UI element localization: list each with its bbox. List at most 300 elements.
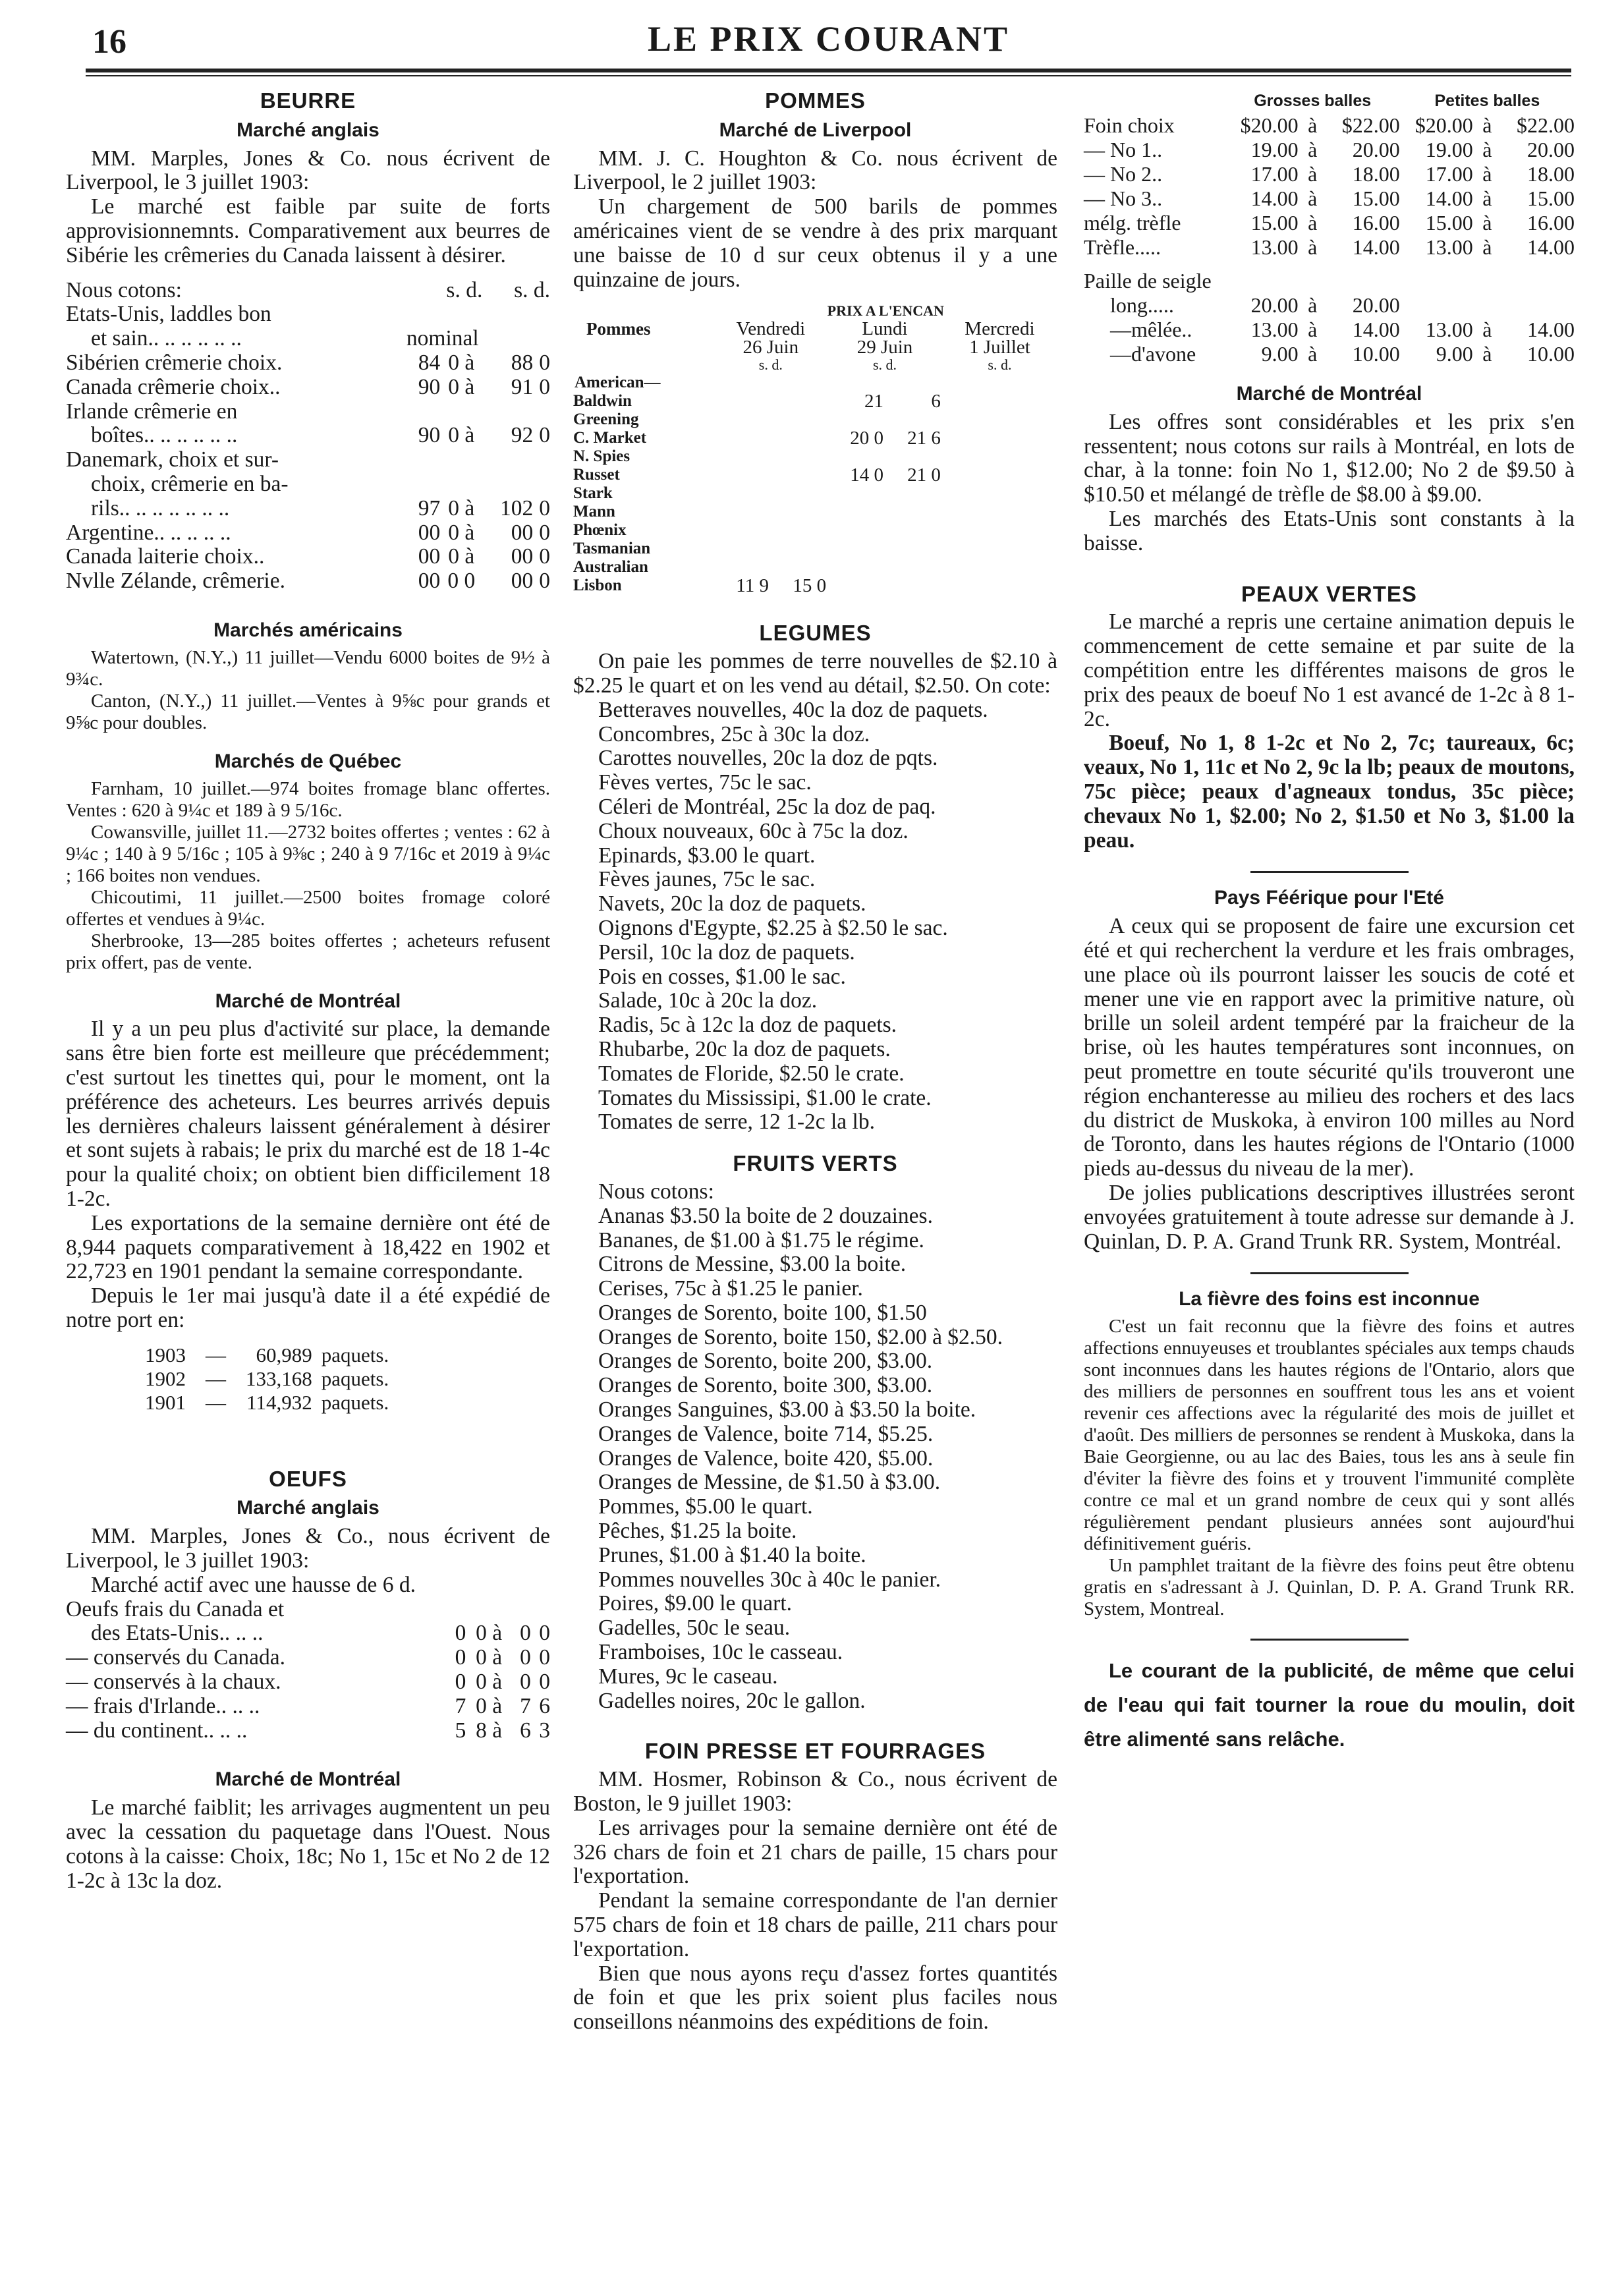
row-value (827, 374, 885, 392)
table-row (1084, 293, 1575, 318)
a-word: à (1482, 113, 1492, 137)
foin-montreal-p2: Les marchés des Etats-Unis sont constants à la baisse. (1084, 506, 1575, 555)
row-value (885, 484, 942, 503)
pommes-auction-table (573, 302, 1057, 595)
year-unit: paquets. (321, 1366, 389, 1390)
row-label: Phœnix (573, 521, 627, 540)
row-value (942, 558, 1000, 577)
divider (1250, 1639, 1409, 1641)
row-label: mélg. trèfle (1084, 211, 1181, 235)
row-value: 0 (539, 1621, 550, 1646)
row-value (942, 484, 1000, 503)
row-value (770, 392, 827, 410)
row-value: 6 (539, 1693, 550, 1718)
section-title-legumes: LEGUMES (759, 621, 872, 646)
list-item: Tomates de serre, 12 1-2c la lb. (598, 1110, 875, 1135)
us-market-canton: Canton, (N.Y.,) 11 juillet.—Ventes à 9⅝c pour grands et 9⅝c pour doubles. (66, 690, 550, 733)
table-header-unit: s. d. (514, 277, 550, 302)
row-value (770, 484, 827, 503)
date-header: 29 Juin (856, 337, 913, 358)
list-item: Fèves vertes, 75c le sac. (598, 770, 812, 795)
list-item: Gadelles noires, 20c le gallon. (598, 1688, 866, 1713)
a-word: à (1308, 138, 1318, 161)
quebec-farnham: Farnham, 10 juillet.—974 boites fromage blanc offertes. Ventes : 620 à 9¼c et 189 à 9 5/16c. (66, 777, 550, 821)
table-header-unit: s. d. (446, 277, 483, 302)
price-value: 14.00 (1527, 235, 1575, 259)
row-value (714, 466, 770, 484)
a-word: à (1308, 113, 1318, 137)
paille-title: Paille de seigle (1084, 269, 1212, 293)
a-word: à (1308, 186, 1318, 210)
row-label: Australian (573, 558, 648, 577)
row-value: 20 0 (850, 428, 883, 449)
row-value (885, 410, 942, 429)
list-item: Rhubarbe, 20c la doz de paquets. (598, 1036, 891, 1061)
row-value: 0 (539, 495, 550, 521)
list-item: Salade, 10c à 20c la doz. (598, 988, 818, 1013)
header-rule-thin (86, 75, 1571, 76)
table-row (66, 1598, 550, 1622)
row-value (770, 503, 827, 521)
list-item: Pois en cosses, $1.00 le sac. (598, 964, 846, 989)
price-value: 20.00 (1352, 293, 1400, 317)
row-value (885, 558, 942, 577)
publication-title: LE PRIX COURANT (647, 19, 1010, 59)
table-row (1084, 342, 1575, 366)
row-value: 0 (520, 1621, 531, 1646)
row-value (770, 447, 827, 466)
row-value: 90 (418, 423, 441, 448)
table-row (573, 410, 1057, 429)
price-value: 20.00 (1352, 138, 1400, 161)
table-row: 1901 — 114,932 paquets. (145, 1390, 389, 1414)
beurre-intro: MM. Marples, Jones & Co. nous écrivent de Liverpool, le 3 juillet 1903: (66, 146, 550, 195)
hay-price-table (1084, 89, 1575, 366)
peaux-p2: Boeuf, No 1, 8 1-2c et No 2, 7c; taureaux, 6c; veaux, No 1, 11c et No 2, 9c la lb; peaux de moutons, 75c pièce; peaux d'agneaux tondus, 35c pièce; chevaux No 1, $2.00; No 2, $1.50 et No 3, $1.00 la peau. (1084, 731, 1575, 853)
price-value: 14.00 (1352, 318, 1400, 341)
row-value: 92 (511, 423, 534, 448)
list-item: Oignons d'Egypte, $2.25 à $2.50 le sac. (598, 915, 948, 940)
article-title-pays: Pays Féérique pour l'Eté (1214, 887, 1444, 909)
row-label: boîtes.. .. .. .. .. .. (91, 423, 238, 448)
table-row (66, 1621, 550, 1646)
price-value: 19.00 (1250, 138, 1299, 161)
row-label: —mêlée.. (1110, 318, 1192, 341)
foin-intro: MM. Hosmer, Robinson & Co., nous écrivent de Boston, le 9 juillet 1903: (573, 1767, 1057, 1816)
row-value: 21 (864, 391, 883, 412)
price-value (1400, 293, 1473, 318)
price-value: 13.00 (1250, 235, 1299, 259)
table-row (66, 448, 550, 472)
list-item: Carottes nouvelles, 20c la doz de pqts. (598, 746, 938, 771)
row-label: des Etats-Unis.. .. .. (91, 1621, 264, 1646)
row-value (827, 577, 885, 595)
price-value: 9.00 (1261, 342, 1299, 366)
table-row (66, 472, 550, 497)
beurre-price-table (66, 279, 550, 594)
row-label: N. Spies (573, 447, 630, 466)
row-value (885, 540, 942, 558)
row-value (999, 521, 1057, 540)
table-row (573, 484, 1057, 503)
row-label: Russet (573, 466, 620, 484)
row-value (942, 429, 1000, 447)
montreal-since-may: Depuis le 1er mai jusqu'à date il a été expédié de notre port en: (66, 1283, 550, 1332)
row-label: Lisbon (573, 577, 622, 595)
list-item: Oranges de Sorento, boite 100, $1.50 (598, 1300, 927, 1325)
section-title-pommes: POMMES (765, 88, 866, 113)
year-value: 114,932 (246, 1390, 312, 1414)
table-row (66, 351, 550, 376)
row-value: 91 (511, 374, 534, 399)
row-value: 0 (539, 374, 550, 399)
row-value: 8 à (476, 1718, 503, 1743)
a-word: à (1482, 186, 1492, 210)
row-value: 00 (418, 544, 441, 569)
list-item: Navets, 20c la doz de paquets. (598, 891, 866, 916)
foin-p2: Pendant la semaine correspondante de l'an dernier 575 chars de foin et 18 chars de paille, 211 chars pour l'exportation. (573, 1888, 1057, 1961)
unit-header: s. d. (988, 356, 1012, 374)
a-word: à (1482, 318, 1492, 341)
list-item: Citrons de Messine, $3.00 la boite. (598, 1252, 907, 1277)
list-item: Oranges de Valence, boite 420, $5.00. (598, 1446, 934, 1471)
row-value (827, 521, 885, 540)
table-row (573, 521, 1057, 540)
row-value (714, 484, 770, 503)
row-value: 0 (520, 1645, 531, 1670)
table-row (573, 429, 1057, 447)
list-item: Mures, 9c le caseau. (598, 1664, 778, 1689)
list-item: Epinards, $3.00 le quart. (598, 843, 816, 868)
row-label: — conservés à la chaux. (66, 1670, 281, 1695)
row-value (714, 447, 770, 466)
fievre-p1: C'est un fait reconnu que la fièvre des foins et autres affections ennuyeuses et troublantes spéciales aux temps chauds sont inconnues dans les hautes régions de l'Ontario, alors que des milliers de personnes en souffrent tous les ans et voient revenir ces affections avec la régularité des mois de juillet et d'août. Des milliers de personnes se rendent à Muskoka, dans la Baie Georgienne, ou au lac des Baies, tous les ans à seule fin d'éviter la fièvre des foins et y trouvent l'immunité complète contre ce mal et un grand nombre de ceux qui y sont allés régulièrement pendant plusieurs années sont aujourd'hui définitivement guéris. (1084, 1316, 1575, 1555)
table-title-row (573, 302, 1057, 320)
list-item: Pommes, $5.00 le quart. (598, 1494, 813, 1519)
table-row: 1902 — 133,168 paquets. (145, 1366, 389, 1390)
row-value: 00 (418, 520, 441, 545)
row-value (827, 410, 885, 429)
table-row (1084, 211, 1575, 235)
row-value (999, 577, 1057, 595)
row-label: C. Market (573, 429, 647, 447)
price-value: 10.00 (1352, 342, 1400, 366)
price-value: 19.00 (1425, 138, 1473, 161)
row-value: 90 (418, 374, 441, 399)
section-title-oeufs: OEUFS (269, 1466, 347, 1491)
year-value: 133,168 (246, 1366, 312, 1390)
price-value: 17.00 (1425, 162, 1473, 186)
row-value: 0 (455, 1670, 466, 1695)
a-word: à (1308, 235, 1318, 259)
a-word: à (1308, 318, 1318, 341)
publicite-note: Le courant de la publicité, de même que celui de l'eau qui fait tourner la roue du moulin, doit être alimenté sans relâche. (1084, 1659, 1575, 1751)
table-header-row (66, 279, 550, 303)
subsection-marche-montreal: Marché de Montréal (215, 990, 401, 1012)
row-value (770, 466, 827, 484)
row-value (885, 577, 942, 595)
row-label: Irlande crêmerie en (66, 399, 238, 424)
price-value: 13.00 (1425, 235, 1473, 259)
list-item: Oranges de Sorento, boite 200, $3.00. (598, 1349, 933, 1374)
row-value: 21 0 (907, 464, 941, 486)
day-header: Lundi (862, 318, 908, 340)
table-header-row (1084, 89, 1575, 113)
table-row (66, 569, 550, 594)
section-title-fruits: FRUITS VERTS (733, 1151, 898, 1176)
table-row (66, 1719, 550, 1743)
pays-p1: A ceux qui se proposent de faire une excursion cet été et qui recherchent la verdure et les frais ombrages, une place où ils pourront laisser les soucis de coté et mener une vie en rapport avec la primitive nature, où brille un soleil ardent tempéré par la fraicheur de la brise, où les hautes températures sont inconnues, on peut promettre en toute sécurité qu'ils trouveront une région enchanteresse au milieu des rochers et des lacs du district de Muskoka, à environ 100 milles au Nord de Toronto, dans les hautes régions de l'Ontario (1000 pieds au-dessus du niveau de la mer). (1084, 914, 1575, 1181)
table-row (573, 374, 1057, 392)
price-value: 14.00 (1527, 318, 1575, 341)
page-number: 16 (92, 23, 126, 61)
column-middle (573, 89, 1057, 2035)
row-value: 0 à (476, 1670, 503, 1695)
a-word: à (1308, 211, 1318, 235)
unit-header: s. d. (872, 356, 897, 374)
list-item: Céleri de Montréal, 25c la doz de paq. (598, 794, 936, 819)
row-label: — du continent.. .. .. (66, 1718, 248, 1743)
row-value: 0 (539, 1670, 550, 1695)
fruits-list (573, 1204, 1057, 1714)
table-header-row (573, 320, 1057, 338)
subsection-marche-anglais: Marché anglais (237, 119, 379, 141)
row-value (999, 558, 1057, 577)
row-value: 00 (511, 520, 534, 545)
list-item: Pommes nouvelles 30c à 40c le panier. (598, 1567, 941, 1592)
row-label: Canada laiterie choix.. (66, 544, 265, 569)
row-value (714, 410, 770, 429)
a-word: à (1482, 342, 1492, 366)
subsection-marche-anglais: Marché anglais (237, 1497, 379, 1519)
price-value: 18.00 (1352, 162, 1400, 186)
table-row (573, 392, 1057, 410)
row-value (714, 521, 770, 540)
row-label: Stark (573, 484, 613, 503)
row-value: 00 (511, 569, 534, 594)
row-label: — conservés du Canada. (66, 1645, 286, 1670)
row-value: 0 (455, 1645, 466, 1670)
row-value (885, 374, 942, 392)
row-value (714, 374, 770, 392)
row-value: 7 (520, 1693, 531, 1718)
oeufs-price-table (66, 1598, 550, 1743)
a-word: à (1308, 293, 1318, 317)
row-value: 88 (511, 350, 534, 375)
price-value: $22.00 (1517, 113, 1575, 137)
pays-p2: De jolies publications descriptives illustrées seront envoyées gratuitement à toute adresse sur demande à J. Quinlan, D. P. A. Grand Trunk RR. System, Montréal. (1084, 1180, 1575, 1254)
table-row (1084, 162, 1575, 186)
price-value (1501, 293, 1575, 318)
subsection-marche-montreal: Marché de Montréal (1236, 383, 1422, 405)
row-value (999, 484, 1057, 503)
list-item: Poires, $9.00 le quart. (598, 1591, 793, 1616)
subsection-marches-quebec: Marchés de Québec (214, 750, 402, 772)
list-item: Tomates du Mississipi, $1.00 le crate. (598, 1085, 932, 1110)
quebec-sherbrooke: Sherbrooke, 13—285 boites offertes ; acheteurs refusent prix offert, pas de vente. (66, 930, 550, 973)
row-value (714, 429, 770, 447)
foin-p3: Bien que nous ayons reçu d'assez fortes quantités de foin et que les prix soient plus faciles nous conseillons néanmoins des expéditions de foin. (573, 1961, 1057, 2035)
table-header-row (573, 356, 1057, 374)
row-label: — frais d'Irlande.. .. .. (66, 1693, 260, 1718)
row-value (770, 558, 827, 577)
row-label: Foin choix (1084, 113, 1175, 137)
divider (1250, 1272, 1409, 1274)
row-value (714, 503, 770, 521)
row-value: 0 (539, 350, 550, 375)
legumes-list (573, 698, 1057, 1135)
row-value (942, 503, 1000, 521)
subsection-marche-montreal: Marché de Montréal (215, 1768, 401, 1791)
row-value: 0 (539, 544, 550, 569)
price-value: 14.00 (1250, 186, 1299, 210)
subsection-marches-americains: Marchés américains (213, 619, 403, 641)
column-right (1084, 89, 1575, 1757)
row-label: Argentine.. .. .. .. .. (66, 520, 231, 545)
row-value: 6 (520, 1718, 531, 1743)
row-value: 7 (455, 1693, 466, 1718)
row-value: 0 (455, 1621, 466, 1646)
row-value: 0 à (448, 495, 475, 521)
list-item: Oranges de Sorento, boite 300, $3.00. (598, 1373, 933, 1398)
row-value: 0 à (476, 1645, 503, 1670)
row-value: 21 6 (907, 428, 941, 449)
price-value: $20.00 (1240, 113, 1299, 137)
table-row (1084, 318, 1575, 342)
row-value: 11 9 (736, 575, 769, 597)
row-value (999, 503, 1057, 521)
row-label: Etats-Unis, laddles bon (66, 302, 271, 327)
table-row (1084, 138, 1575, 162)
row-value (770, 429, 827, 447)
price-value: $22.00 (1341, 113, 1400, 137)
row-label: Sibérien crêmerie choix. (66, 350, 283, 375)
row-value (714, 392, 770, 410)
row-value: 15 0 (793, 575, 827, 597)
header-rule-thick (86, 69, 1571, 72)
section-title-peaux: PEAUX VERTES (1241, 581, 1417, 606)
page-header (86, 18, 1571, 66)
row-value: 00 (418, 569, 441, 594)
foin-montreal-p1: Les offres sont considérables et les prix s'en ressentent; nous cotons sur rails à Montréal, en lots de char, à la tonne: foin No 1, $12.00; No 2 de $9.50 à $10.50 et mélangé de trèfle de $8.00 à $9.00. (1084, 409, 1575, 507)
montreal-butter-text: Il y a un peu plus d'activité sur place, la demande sans être bien forte est meilleure que précédemment; c'est surtout les tinettes qui, pour le moment, ont la préférence des acheteurs. Les beurres arrivés depuis les dernières chaleurs laissent généralement à désirer et sont sujets à rabais; le prix du marché est de 18 1-4c pour la qualité choix; on obtient bien difficilement 18 1-2c. (66, 1017, 550, 1211)
row-value: 0 (539, 423, 550, 448)
row-label: rils.. .. .. .. .. .. .. (91, 495, 230, 521)
row-value (714, 558, 770, 577)
table-row (66, 400, 550, 424)
list-item: Concombres, 25c à 30c la doz. (598, 721, 870, 746)
section-title-foin: FOIN PRESSE ET FOURRAGES (644, 1739, 986, 1764)
price-value: 18.00 (1527, 162, 1575, 186)
row-value: 0 à (448, 374, 475, 399)
row-label: American— (574, 374, 661, 392)
price-value: 20.00 (1250, 293, 1299, 317)
year: 1903 (145, 1343, 186, 1366)
price-value: 14.00 (1352, 235, 1400, 259)
row-value: 0 (539, 569, 550, 594)
row-value (885, 521, 942, 540)
price-value: 9.00 (1436, 342, 1473, 366)
fievre-p2: Un pamphlet traitant de la fièvre des foins peut être obtenu gratis en s'adressant à J. Quinlan, D. P. A. Grand Trunk RR. System, Montreal. (1084, 1555, 1575, 1620)
list-item: Prunes, $1.00 à $1.40 la boite. (598, 1542, 866, 1567)
price-value: $20.00 (1414, 113, 1473, 137)
day-header: Vendredi (736, 318, 806, 340)
year: 1901 (145, 1390, 186, 1414)
row-value (885, 447, 942, 466)
list-item: Betteraves nouvelles, 40c la doz de paquets. (598, 697, 988, 722)
table-row (66, 497, 550, 521)
table-row (66, 1646, 550, 1670)
table-row (573, 503, 1057, 521)
row-value (942, 540, 1000, 558)
row-label: — No 2.. (1084, 162, 1163, 186)
row-value (942, 521, 1000, 540)
row-label: long..... (1110, 293, 1174, 317)
row-label: et sain.. .. .. .. .. .. (91, 326, 242, 351)
row-value (827, 540, 885, 558)
oeufs-intro: MM. Marples, Jones & Co., nous écrivent de Liverpool, le 3 juillet 1903: (66, 1524, 550, 1573)
year-unit: paquets. (321, 1343, 389, 1366)
row-label: Baldwin (573, 392, 632, 410)
price-value: 20.00 (1527, 138, 1575, 161)
row-value (827, 558, 885, 577)
price-value: 13.00 (1250, 318, 1299, 341)
price-value: 17.00 (1250, 162, 1299, 186)
year: 1902 (145, 1366, 186, 1390)
pommes-text: Un chargement de 500 barils de pommes américaines vient de se vendre à des prix marquant une baisse de 10 d sur ceux obtenus il y a une quinzaine de jours. (573, 194, 1057, 292)
a-word: à (1482, 235, 1492, 259)
fruits-intro: Nous cotons: (598, 1179, 714, 1204)
table-row (1084, 260, 1575, 293)
row-value (999, 447, 1057, 466)
montreal-exports-text: Les exportations de la semaine dernière ont été de 8,944 paquets comparativement à 18,422 en 1902 et 22,723 en 1901 pendant la semaine correspondante. (66, 1210, 550, 1284)
table-row (573, 577, 1057, 595)
a-word: à (1482, 211, 1492, 235)
oeufs-montreal-text: Le marché faiblit; les arrivages augmentent un peu avec la cessation du paquetage dans l'Ouest. Nous cotons à la caisse: Choix, 18c; No 1, 15c et No 2 de 12 1-2c à 13c la doz. (66, 1795, 550, 1893)
list-item: Ananas $3.50 la boite de 2 douzaines. (598, 1203, 933, 1228)
row-value (827, 503, 885, 521)
exports-years-table (145, 1343, 389, 1415)
row-value: 84 (418, 350, 441, 375)
row-value: 14 0 (850, 464, 883, 486)
a-word: à (1308, 342, 1318, 366)
list-item: Oranges de Sorento, boite 150, $2.00 à $2.50. (598, 1324, 1003, 1349)
table-row (66, 545, 550, 569)
section-title-beurre: BEURRE (260, 88, 356, 113)
list-item: Oranges de Valence, boite 714, $5.25. (598, 1421, 934, 1446)
divider (1250, 871, 1409, 873)
price-value: 14.00 (1425, 186, 1473, 210)
row-value: 0 à (476, 1621, 503, 1646)
subsection-marche-liverpool: Marché de Liverpool (719, 119, 912, 141)
row-value (770, 540, 827, 558)
table-row (66, 327, 550, 351)
article-title-fievre: La fièvre des foins est inconnue (1179, 1288, 1480, 1310)
list-item: Pêches, $1.25 la boite. (598, 1519, 797, 1544)
row-value: 0 (520, 1670, 531, 1695)
col-label: Pommes (586, 319, 651, 339)
row-value: 0 0 (447, 569, 476, 594)
day-header: Mercredi (965, 318, 1035, 340)
table-row (1084, 186, 1575, 211)
table-row (573, 540, 1057, 558)
peaux-p1: Le marché a repris une certaine animation depuis le commencement de cette semaine et par suite de la compétition entre les différentes maisons de gros le prix des peaux de boeuf No 1 est avancé de 1-2c à 8 1-2c. (1084, 609, 1575, 731)
row-label: choix, crêmerie en ba- (91, 471, 289, 496)
row-value (770, 410, 827, 429)
list-item: Oranges Sanguines, $3.00 à $3.50 la boite. (598, 1397, 976, 1422)
list-item: Gadelles, 50c le seau. (598, 1616, 791, 1641)
row-label: Nvlle Zélande, crêmerie. (66, 569, 285, 594)
